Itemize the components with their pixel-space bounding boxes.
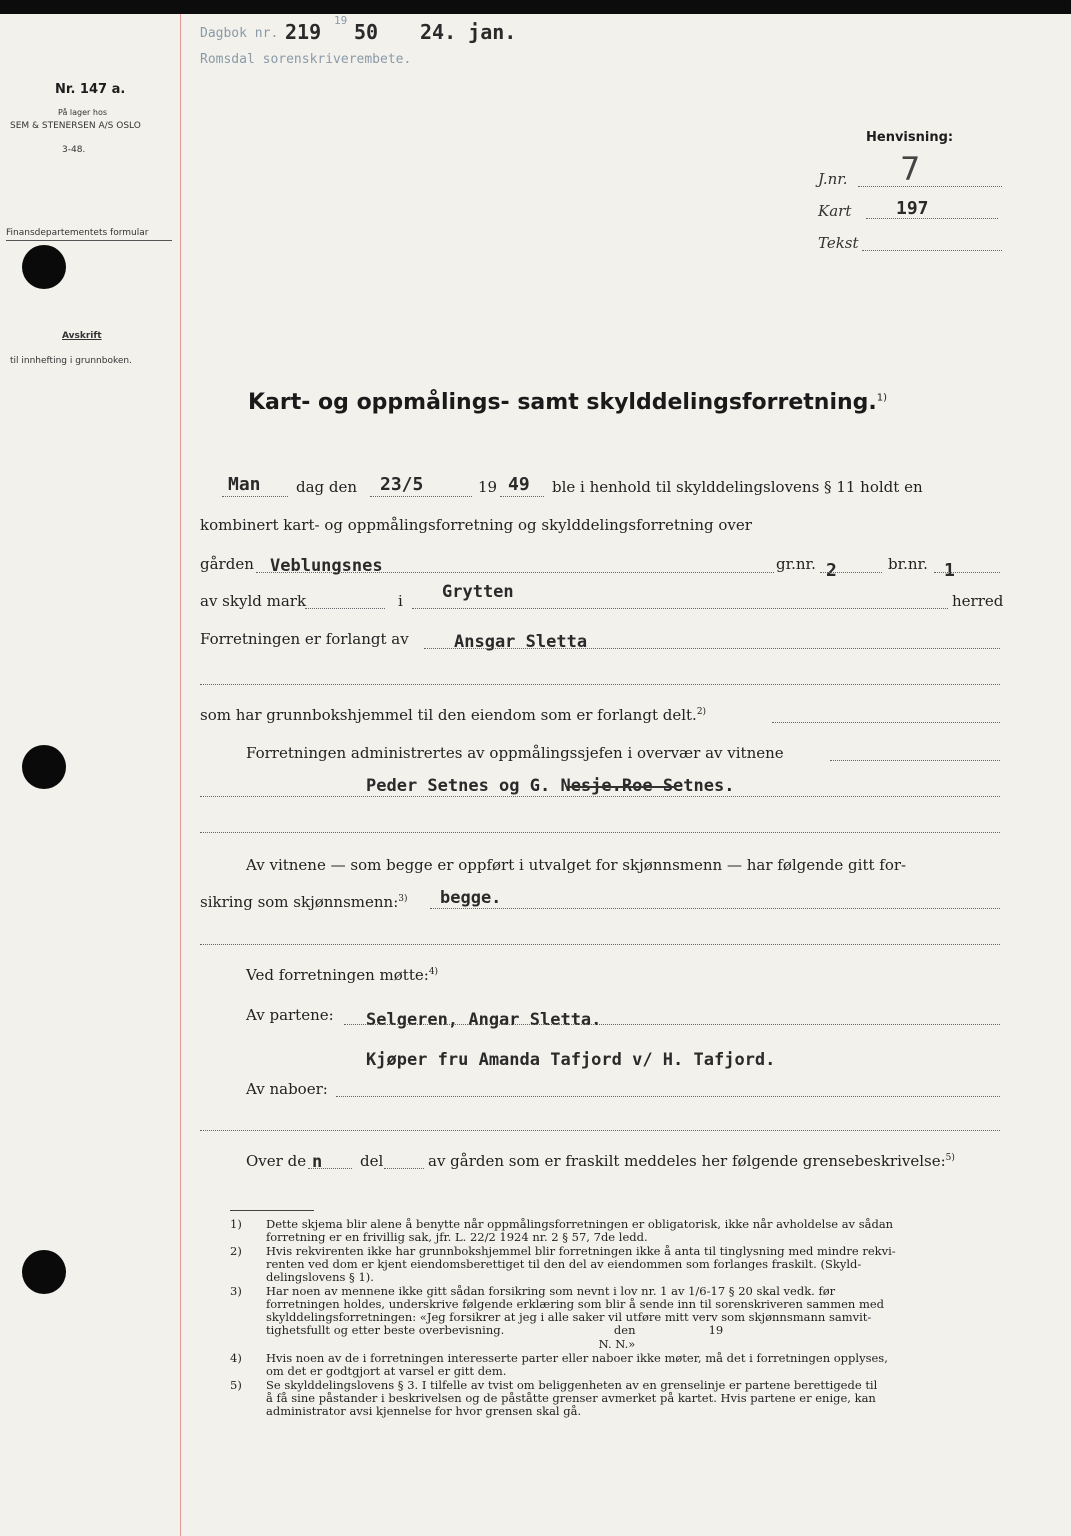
year-value: 49 xyxy=(508,474,530,495)
footnote-line: delingslovens § 1). xyxy=(266,1270,374,1284)
footnotes xyxy=(230,1218,1000,1419)
date-value: 23/5 xyxy=(380,474,424,495)
punch-hole xyxy=(22,245,66,289)
hjemmel-line xyxy=(772,722,1000,723)
footnote-line: Dette skjema blir alene å benytte når oppmålingsforretningen er obligatorisk, ikke når avholdelse av sådan xyxy=(266,1217,894,1231)
over-line xyxy=(308,1168,352,1169)
vitner-names: Peder Setnes og G. Nesje. xyxy=(366,776,622,796)
strikethrough xyxy=(566,786,676,788)
blank-line-1 xyxy=(200,684,1000,685)
publisher-line-1: På lager hos xyxy=(58,108,107,117)
naboer-line xyxy=(336,1096,1000,1097)
punch-hole xyxy=(22,745,66,789)
naboer-label: Av naboer: xyxy=(246,1080,328,1098)
over-rest xyxy=(428,1152,955,1170)
margin-rule xyxy=(180,14,181,1536)
vitner-line xyxy=(200,796,1000,797)
footnote-mark: 4) xyxy=(230,1351,242,1365)
footnote xyxy=(230,1285,1000,1337)
forsikring-label: sikring som skjønnsmenn: xyxy=(200,893,399,911)
footnote-mark: 1) xyxy=(230,1217,242,1231)
i-label: i xyxy=(398,592,403,610)
title-text: Kart- og oppmålings- samt skylddelingsforretning. xyxy=(248,390,877,415)
footnote-line: å få sine påstander i beskrivelsen og de påståtte grenser avmerket på kartet. Hvis partene er enige, kan xyxy=(266,1391,876,1405)
publisher-line-2: SEM & STENERSEN A/S OSLO xyxy=(10,121,141,131)
line1-rest: ble i henhold til skylddelingslovens § 11 holdt en xyxy=(552,478,923,496)
day-line xyxy=(222,496,288,497)
journal-number: 219 xyxy=(285,20,322,44)
footnote-line: administrator avsi kjennelse for hvor grensen skal gå. xyxy=(266,1404,582,1418)
blank-line-3 xyxy=(200,944,1000,945)
kart-label: Kart xyxy=(818,202,852,220)
garden-label: gården xyxy=(200,555,254,573)
herred-value: Grytten xyxy=(442,582,514,602)
forlangt-label: Forretningen er forlangt av xyxy=(200,630,409,648)
footnote xyxy=(230,1352,1000,1378)
footnote-line: N. N.» xyxy=(266,1337,636,1351)
year-line xyxy=(500,496,544,497)
footnote-rule xyxy=(230,1210,314,1211)
forlangt-line xyxy=(424,648,1000,649)
line2: kombinert kart- og oppmålingsforretning og skylddelingsforretning over xyxy=(200,516,752,534)
footnote-line: Hvis rekvirenten ikke har grunnbokshjemmel blir forretningen ikke å anta til tinglysning med mindre rekvi- xyxy=(266,1244,896,1258)
hjemmel-text xyxy=(200,706,706,724)
skyld-label: av skyld mark xyxy=(200,592,307,610)
footnote xyxy=(230,1338,1000,1351)
footnote-line: skylddelingsforretningen: «Jeg forsikrer at jeg i alle saker vil utføre mitt verv som skjønnsmann samvit- xyxy=(266,1310,872,1324)
jnr-value: 7 xyxy=(900,150,921,188)
over-value: n xyxy=(312,1152,323,1172)
footnote-line: om det er godtgjort at varsel er gitt dem. xyxy=(266,1364,507,1378)
stamp-year: 50 xyxy=(354,20,379,44)
footnote xyxy=(230,1379,1000,1418)
tekst-line xyxy=(862,250,1002,251)
journal-stamp xyxy=(200,26,278,41)
jnr-label: J.nr. xyxy=(818,170,848,188)
herred-label: herred xyxy=(952,592,1004,610)
dag-den-label: dag den xyxy=(296,478,358,496)
motte-text xyxy=(246,966,438,984)
over-rest-text: av gården som er fraskilt meddeles her følgende grensebeskrivelse: xyxy=(428,1152,946,1170)
forsikring-footnote-ref: 3) xyxy=(398,894,408,904)
kart-value: 197 xyxy=(896,198,929,219)
forsikring-line xyxy=(430,908,1000,909)
admin-text: Forretningen administrertes av oppmålingssjefen i overvær av vitnene xyxy=(246,744,784,762)
footnote-line: Har noen av mennene ikke gitt sådan forsikring som nevnt i lov nr. 1 av 1/6-17 § 20 skal vedk. før xyxy=(266,1284,836,1298)
vitner-value xyxy=(366,776,734,796)
blank-line-2 xyxy=(200,832,1000,833)
herred-line xyxy=(412,608,948,609)
form-number: Nr. 147 a. xyxy=(55,82,126,97)
garden-line xyxy=(256,572,774,573)
footnote-line: forretningen holdes, underskrive følgende erklæring som blir å sende inn til sorenskriveren sammen med xyxy=(266,1297,885,1311)
stamp-year-prefix: 19 xyxy=(334,14,348,27)
blank-line-4 xyxy=(200,1130,1000,1131)
footnote-line: Hvis noen av de i forretningen interesserte parter eller naboer ikke møter, må det i forretningen opplyses, xyxy=(266,1351,888,1365)
jnr-line xyxy=(858,186,1002,187)
stamp-prefix: Dagbok nr. xyxy=(200,26,279,41)
del-line xyxy=(384,1168,424,1169)
grnr-line xyxy=(820,572,882,573)
forsikring-value: begge. xyxy=(440,888,502,908)
print-date: 3-48. xyxy=(62,145,86,155)
punch-hole xyxy=(22,1250,66,1294)
avskrift-label: Avskrift xyxy=(62,331,102,341)
vitner-correction: Roe Setnes. xyxy=(621,776,735,796)
formular-label: Finansdepartementets formular xyxy=(6,228,149,238)
over-label: Over de xyxy=(246,1152,307,1170)
partene-label: Av partene: xyxy=(246,1006,334,1024)
partene-value-2: Kjøper fru Amanda Tafjord v/ H. Tafjord. xyxy=(366,1050,776,1070)
hjemmel-footnote-ref: 2) xyxy=(696,707,707,717)
grnr-value: 2 xyxy=(826,560,837,581)
hjemmel-label: som har grunnbokshjemmel til den eiendom som er forlangt delt. xyxy=(200,706,697,724)
title-footnote-ref: 1) xyxy=(876,392,888,404)
footnote-mark: 5) xyxy=(230,1378,242,1392)
brnr-line xyxy=(934,572,1000,573)
grnr-label: gr.nr. xyxy=(776,555,816,573)
admin-line xyxy=(830,760,1000,761)
footnote-mark: 2) xyxy=(230,1244,242,1258)
partene-value-1: Selgeren, Angar Sletta. xyxy=(366,1010,602,1030)
avskrift-subtitle: til innhefting i grunnboken. xyxy=(10,356,132,366)
year-prefix: 19 xyxy=(478,478,498,496)
day-value: Man xyxy=(228,474,261,495)
forlangt-value: Ansgar Sletta xyxy=(454,632,588,652)
partene-line xyxy=(344,1024,1000,1025)
formular-rule xyxy=(6,240,172,241)
document-title xyxy=(248,390,887,415)
garden-value: Veblungsnes xyxy=(270,556,383,576)
footnote-mark: 3) xyxy=(230,1284,242,1298)
brnr-label: br.nr. xyxy=(888,555,928,573)
footnote-line: Se skylddelingslovens § 3. I tilfelle av tvist om beliggenheten av en grenselinje er partene berettigede til xyxy=(266,1378,878,1392)
stamp-office: Romsdal sorenskriverembete. xyxy=(200,52,412,67)
kart-line xyxy=(866,218,998,219)
reference-heading: Henvisning: xyxy=(866,130,954,145)
tekst-label: Tekst xyxy=(818,234,859,252)
stamp-date: 24. jan. xyxy=(420,20,517,44)
motte-label: Ved forretningen møtte: xyxy=(246,966,429,984)
forsikring-line-2 xyxy=(200,893,408,911)
brnr-value: 1 xyxy=(944,560,955,581)
footnote xyxy=(230,1218,1000,1244)
over-footnote-ref: 5) xyxy=(945,1153,955,1163)
scan-top-edge xyxy=(0,0,1071,14)
skyld-line xyxy=(305,608,385,609)
date-line xyxy=(370,496,472,497)
footnote-line: renten ved dom er kjent eiendomsberettiget til den del av eiendommen som forlanges fraskilt. (Skyld- xyxy=(266,1257,862,1271)
forsikring-line-1: Av vitnene — som begge er oppført i utvalget for skjønnsmenn — har følgende gitt for- xyxy=(246,856,907,874)
footnote-line: forretning er en frivillig sak, jfr. L. 22/2 1924 nr. 2 § 57, 7de ledd. xyxy=(266,1230,648,1244)
footnote-line: tighetsfullt og etter beste overbevisning. den 19 xyxy=(266,1323,724,1337)
footnote xyxy=(230,1245,1000,1284)
del-label: del xyxy=(360,1152,384,1170)
motte-footnote-ref: 4) xyxy=(428,967,439,977)
